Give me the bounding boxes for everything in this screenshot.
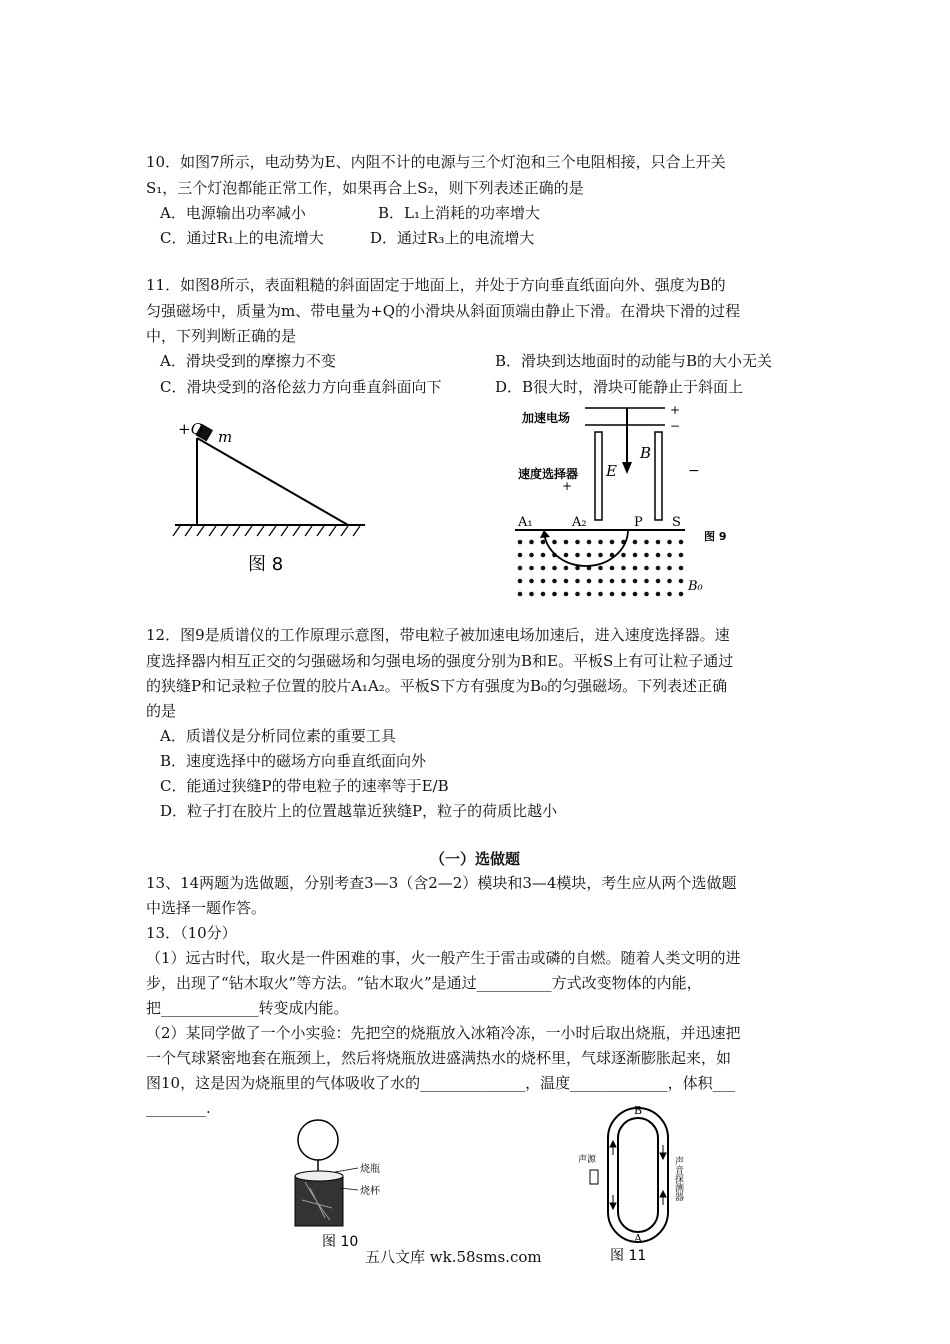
field-dot: [621, 566, 626, 571]
field-dot: [587, 592, 592, 597]
field-dot: [552, 579, 557, 584]
field-dot: [598, 592, 603, 597]
fig10-caption: 图 10: [322, 1234, 359, 1250]
q11-option-c: C．滑块受到的洛伦兹力方向垂直斜面向下: [160, 378, 442, 396]
field-dot: [633, 592, 638, 597]
field-dot: [644, 540, 649, 545]
field-dot: [587, 540, 592, 545]
q11-option-a: A．滑块受到的摩擦力不变: [160, 352, 336, 370]
field-dot: [656, 540, 661, 545]
q13-p1-line2: 步，出现了“钻木取火”等方法。“钻木取火”是通过__________方式改变物体的内能，: [146, 974, 702, 992]
field-dot: [621, 579, 626, 584]
field-dot: [633, 553, 638, 558]
q13-p2-line4: ________.: [146, 1099, 211, 1117]
field-dot: [575, 592, 580, 597]
q11-line2: 匀强磁场中，质量为m、带电量为+Q的小滑块从斜面顶端由静止下滑。在滑块下滑的过程: [146, 302, 741, 320]
q13-p2-line3: 图10，这是因为烧瓶里的气体吸收了水的______________，温度_____________，体积___: [146, 1074, 736, 1092]
field-dot: [529, 592, 534, 597]
field-dot: [575, 579, 580, 584]
field-dot: [518, 540, 523, 545]
field-dot: [529, 579, 534, 584]
field-dot: [518, 553, 523, 558]
figure-10: [280, 1110, 420, 1250]
field-dot: [541, 553, 546, 558]
field-dot: [541, 566, 546, 571]
field-dot: [667, 592, 672, 597]
q13-head: 13．（10分）: [146, 924, 237, 942]
field-dot: [679, 592, 684, 597]
q12-line4: 的是: [146, 702, 177, 720]
field-dot: [656, 553, 661, 558]
q12-line3: 的狭缝P和记录粒子位置的胶片A₁A₂。平板S下方有强度为B₀的匀强磁场。下列表述正确: [146, 677, 728, 695]
fig9-b-label: B: [640, 444, 652, 462]
field-dot: [610, 566, 615, 571]
q11-line3: 中，下列判断正确的是: [146, 327, 297, 345]
q12-line1: 12．图9是质谱仪的工作原理示意图，带电粒子被加速电场加速后，进入速度选择器。速: [146, 626, 730, 644]
field-dot: [644, 579, 649, 584]
q12-option-b: B．速度选择中的磁场方向垂直纸面向外: [160, 752, 427, 770]
field-dot: [564, 579, 569, 584]
field-dot: [518, 566, 523, 571]
fig11-source-label: 声源: [578, 1155, 597, 1165]
q10-option-c: C．通过R₁上的电流增大: [160, 229, 324, 247]
field-dot: [656, 566, 661, 571]
field-dot: [552, 540, 557, 545]
fig9-caption: 图 9: [704, 530, 727, 543]
figure-11: [570, 1100, 710, 1265]
q13-p2-line1: （2）某同学做了一个小实验：先把空的烧瓶放入冰箱冷冻，一小时后取出烧瓶，并迅速把: [146, 1024, 741, 1042]
field-dot: [667, 579, 672, 584]
field-dot: [564, 540, 569, 545]
field-dot: [656, 579, 661, 584]
beaker: [295, 1176, 343, 1226]
field-dot: [564, 553, 569, 558]
field-dot: [541, 592, 546, 597]
field-dot: [621, 553, 626, 558]
q11-option-b: B．滑块到达地面时的动能与B的大小无关: [495, 352, 773, 370]
q13-p2-line2: 一个气球紧密地套在瓶颈上，然后将烧瓶放进盛满热水的烧杯里，气球逐渐膨胀起来，如: [146, 1049, 732, 1067]
fig10-beaker-label: 烧杯: [360, 1186, 380, 1197]
field-dot: [598, 540, 603, 545]
fig9-p-label: P: [634, 515, 643, 530]
field-dot: [587, 579, 592, 584]
fig9-selector-minus: −: [688, 463, 700, 479]
section-title: （一）选做题: [429, 850, 520, 868]
fig9-e-label: E: [606, 462, 617, 480]
field-dot: [529, 566, 534, 571]
field-dot: [564, 592, 569, 597]
field-dot: [679, 540, 684, 545]
field-dot: [529, 553, 534, 558]
field-dot: [633, 540, 638, 545]
fig10-flask-label: 烧瓶: [360, 1164, 380, 1175]
field-dot: [679, 579, 684, 584]
q10-line2: S₁，三个灯泡都能正常工作，如果再合上S₂，则下列表述正确的是: [146, 179, 584, 197]
fig11-caption: 图 11: [610, 1248, 647, 1264]
fig9-accel-plus: +: [670, 403, 681, 417]
q10-option-b: B．L₁上消耗的功率增大: [378, 204, 540, 222]
figure-9: [510, 400, 750, 610]
fig9-a1-label: A₁: [518, 515, 533, 530]
field-dot: [564, 566, 569, 571]
field-dot: [518, 579, 523, 584]
field-dot: [529, 540, 534, 545]
field-dot: [598, 566, 603, 571]
fig8-mass-label: m: [218, 428, 233, 446]
field-dot: [610, 540, 615, 545]
field-dot: [667, 553, 672, 558]
balloon: [298, 1120, 338, 1160]
field-dot: [587, 553, 592, 558]
field-dot: [644, 553, 649, 558]
field-dot: [633, 579, 638, 584]
field-dot: [598, 553, 603, 558]
q13-p1-line3: 把_____________转变成内能。: [146, 999, 349, 1017]
field-dot: [679, 566, 684, 571]
fig9-a2-label: A₂: [572, 515, 587, 530]
q11-option-d: D．B很大时，滑块可能静止于斜面上: [495, 378, 744, 396]
fig11-top-label: B: [634, 1104, 643, 1117]
footer-watermark: 五八文库 wk.58sms.com: [365, 1248, 542, 1266]
field-dot: [518, 592, 523, 597]
field-dot: [552, 566, 557, 571]
field-dot: [575, 540, 580, 545]
field-dot: [610, 592, 615, 597]
q10-option-d: D．通过R₃上的电流增大: [370, 229, 535, 247]
field-dot: [644, 592, 649, 597]
q10-line1: 10．如图7所示，电动势为E、内阻不计的电源与三个灯泡和三个电阻相接，只合上开关: [146, 153, 726, 171]
field-dot: [656, 592, 661, 597]
fig9-accel-label: 加速电场: [522, 411, 571, 425]
field-dot: [667, 540, 672, 545]
q10-option-a: A．电源输出功率减小: [160, 204, 306, 222]
fig8-caption: 图 8: [248, 554, 284, 575]
q12-line2: 度选择器内相互正交的匀强磁场和匀强电场的强度分别为B和E。平板S上有可让粒子通过: [146, 652, 734, 670]
field-dot: [610, 579, 615, 584]
fig9-accel-minus: −: [670, 419, 681, 433]
q12-option-d: D．粒子打在胶片上的位置越靠近狭缝P，粒子的荷质比越小: [160, 802, 558, 820]
q12-option-c: C．能通过狭缝P的带电粒子的速率等于E/B: [160, 777, 449, 795]
intro-line1: 13、14两题为选做题，分别考查3—3（含2—2）模块和3—4模块，考生应从两个选做题: [146, 874, 737, 892]
field-dot: [541, 540, 546, 545]
field-dot: [598, 579, 603, 584]
field-dot: [621, 592, 626, 597]
fig9-selector-label: 速度选择器: [518, 467, 579, 481]
field-dot: [667, 566, 672, 571]
q12-option-a: A．质谱仪是分析同位素的重要工具: [160, 727, 396, 745]
field-dot: [575, 553, 580, 558]
field-dot: [644, 566, 649, 571]
field-dot: [633, 566, 638, 571]
field-dot: [552, 592, 557, 597]
fig11-bottom-label: A: [634, 1232, 642, 1245]
fig11-side-label: 声音探测器: [673, 1156, 683, 1201]
field-dot: [541, 579, 546, 584]
fig9-s-label: S: [672, 515, 681, 530]
intro-line2: 中选择一题作答。: [146, 899, 267, 917]
fig9-b0-label: B₀: [688, 579, 703, 594]
q13-p1-line1: （1）远古时代，取火是一件困难的事，火一般产生于雷击或磷的自燃。随着人类文明的进: [146, 949, 741, 967]
q11-line1: 11．如图8所示，表面粗糙的斜面固定于地面上，并处于方向垂直纸面向外、强度为B的: [146, 276, 726, 294]
fig8-charge-label: +Q: [178, 420, 203, 438]
field-dot: [679, 553, 684, 558]
figure-8: [160, 410, 380, 585]
fig9-selector-plus: +: [562, 479, 573, 493]
